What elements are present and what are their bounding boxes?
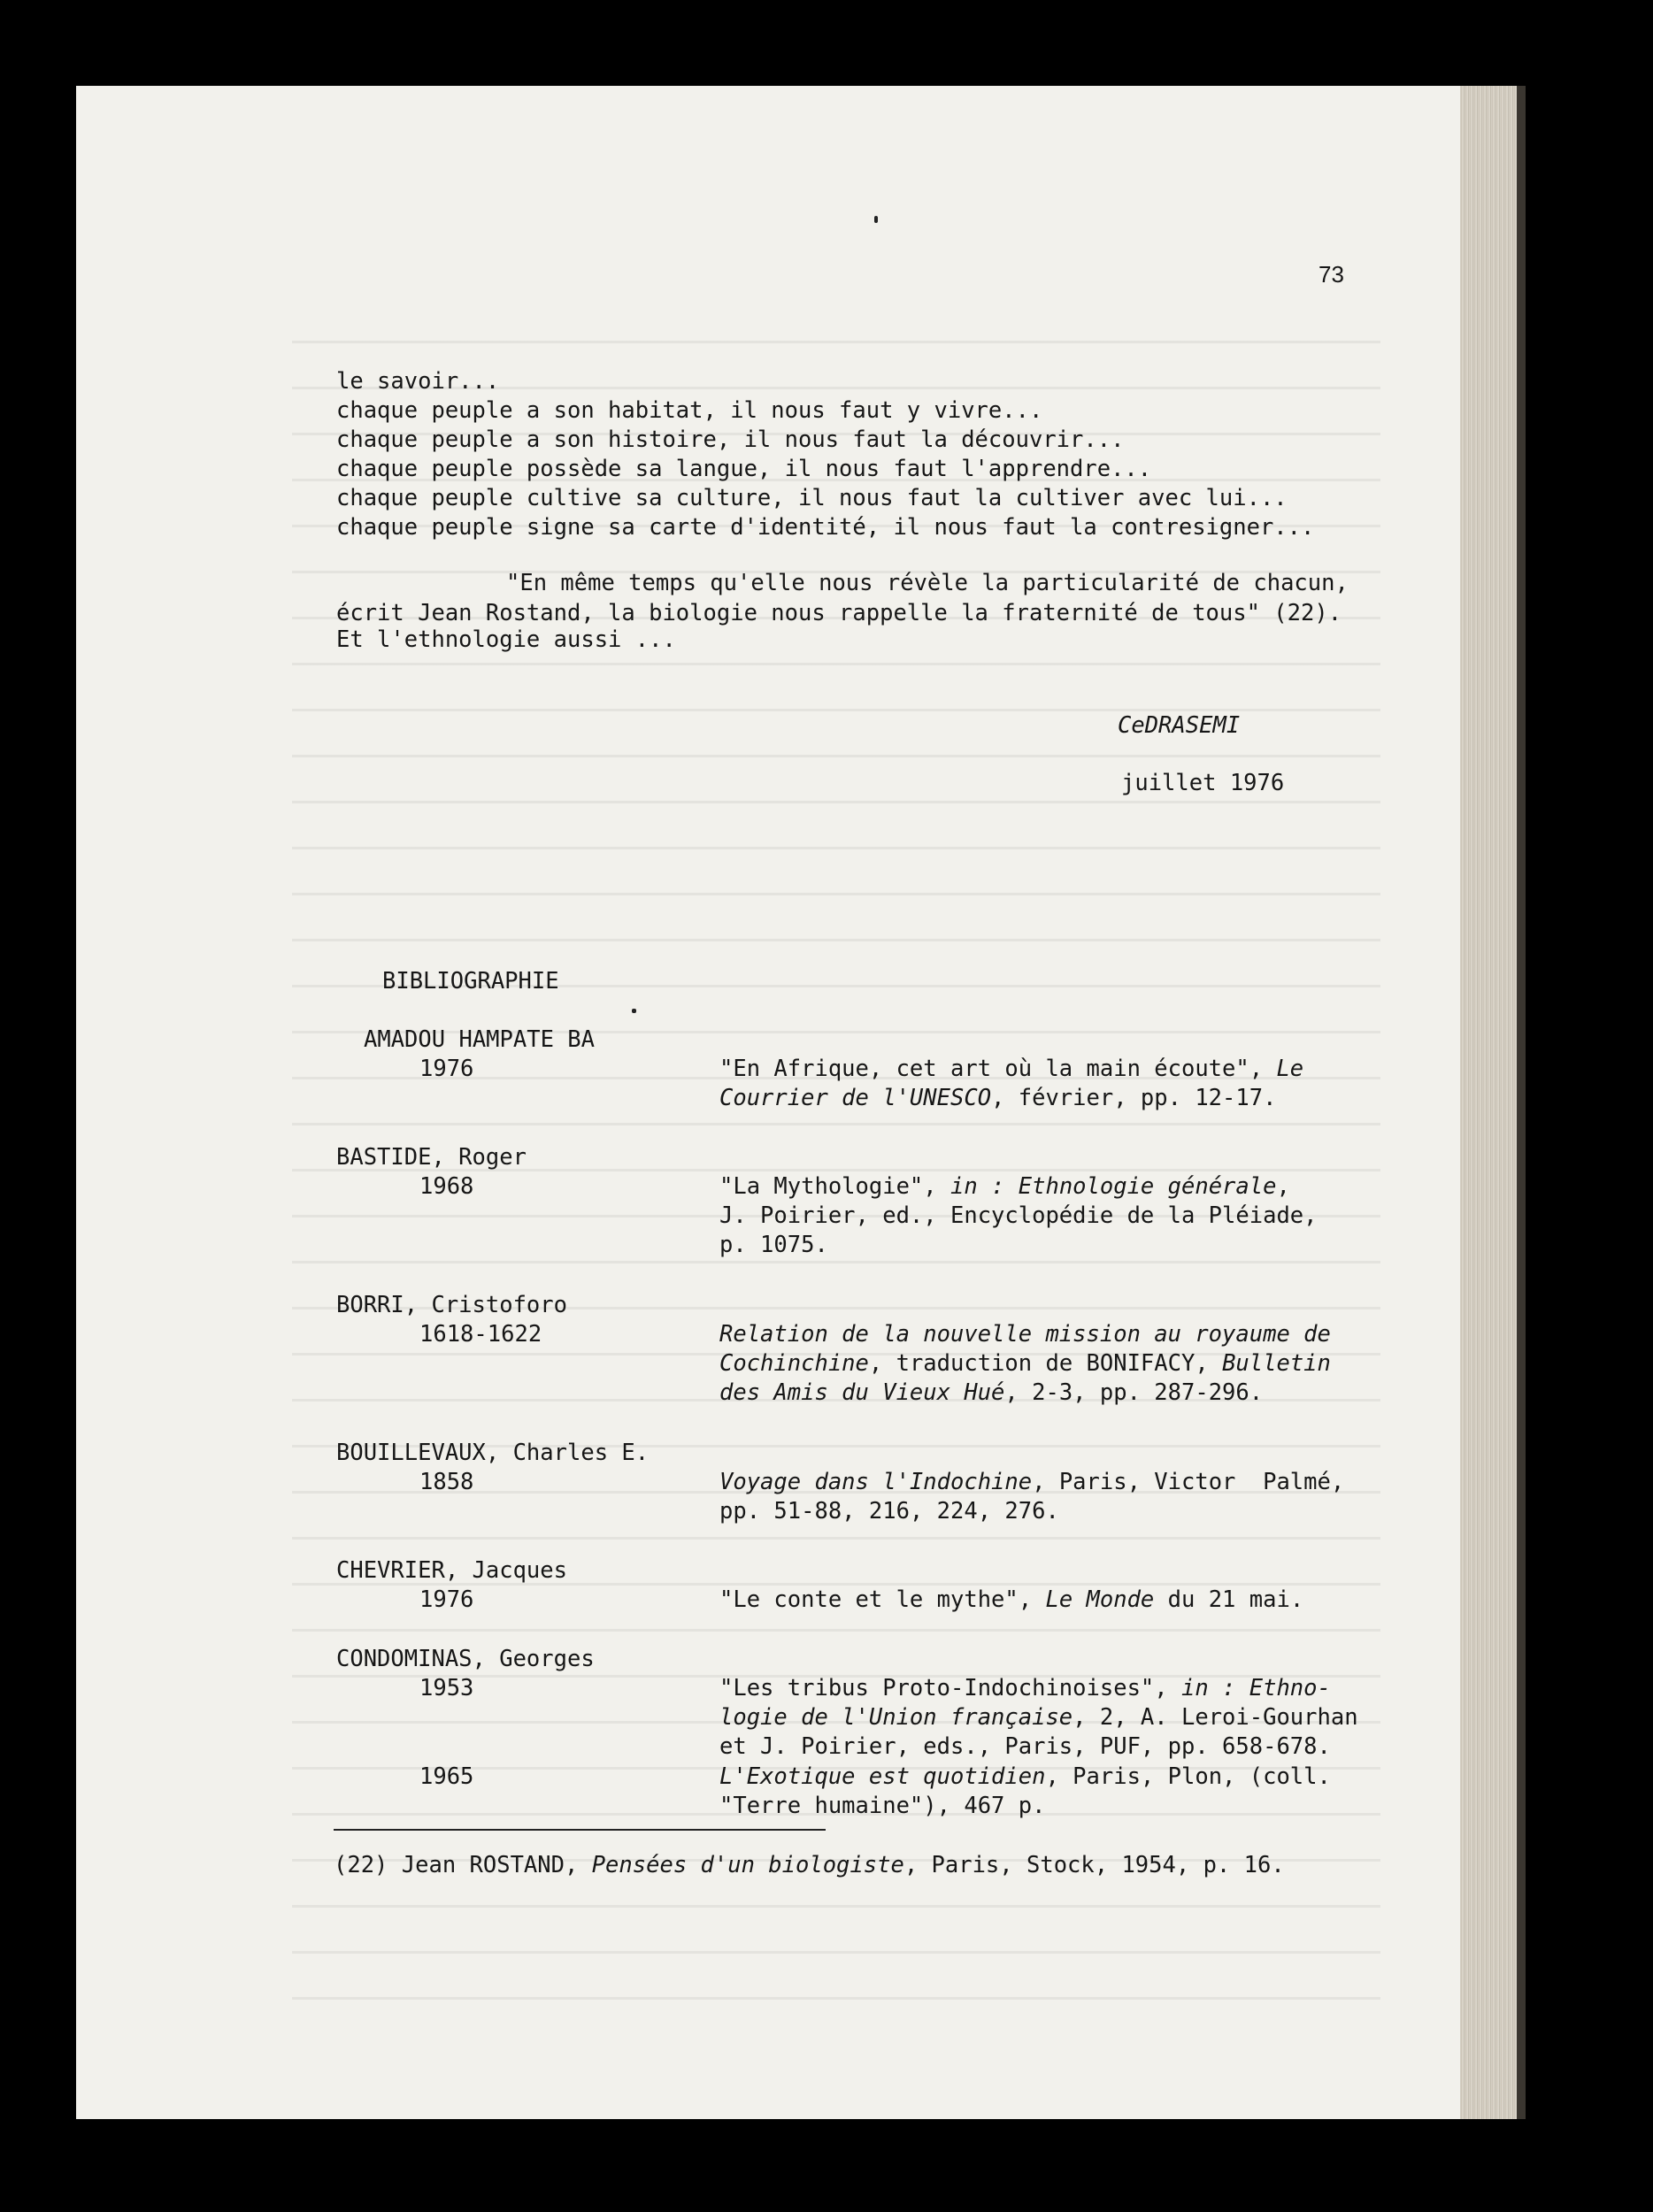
bib-line: Courrier de l'UNESCO, février, pp. 12-17. <box>719 1085 1277 1111</box>
bib-line: Relation de la nouvelle mission au royaume de <box>719 1321 1331 1348</box>
quote-line: chaque peuple a son habitat, il nous faut y vivre... <box>336 397 1043 424</box>
bib-line: "En Afrique, cet art où la main écoute", Le <box>719 1056 1304 1082</box>
footnote-rule <box>334 1829 826 1831</box>
bib-year: 1618-1622 <box>419 1321 542 1348</box>
bib-line: L'Exotique est quotidien, Paris, Plon, (coll. <box>719 1763 1331 1790</box>
bib-line: pp. 51-88, 216, 224, 276. <box>719 1498 1059 1525</box>
quote-line: chaque peuple cultive sa culture, il nous faut la cultiver avec lui... <box>336 485 1288 511</box>
bib-year: 1976 <box>419 1586 474 1613</box>
page-number: 73 <box>1319 261 1344 288</box>
ink-speck <box>874 216 878 223</box>
quote-line: chaque peuple a son histoire, il nous faut la découvrir... <box>336 426 1125 453</box>
bib-line: "Le conte et le mythe", Le Monde du 21 mai. <box>719 1586 1304 1613</box>
page-edge <box>1460 86 1520 2119</box>
bib-line: "Les tribus Proto-Indochinoises", in : Ethno- <box>719 1675 1331 1701</box>
bib-year: 1968 <box>419 1173 474 1200</box>
paragraph-line: écrit Jean Rostand, la biologie nous rappelle la fraternité de tous" (22). <box>336 600 1342 626</box>
bib-author: BASTIDE, Roger <box>336 1144 527 1171</box>
page-edge-shadow <box>1517 86 1526 2119</box>
bib-line: Cochinchine, traduction de BONIFACY, Bulletin <box>719 1350 1331 1377</box>
signature-org: CeDRASEMI <box>1118 712 1241 739</box>
bib-author: AMADOU HAMPATE BA <box>364 1026 595 1053</box>
bib-author: CONDOMINAS, Georges <box>336 1646 595 1672</box>
bib-line: J. Poirier, ed., Encyclopédie de la Pléiade, <box>719 1202 1318 1229</box>
bib-line: et J. Poirier, eds., Paris, PUF, pp. 658-678. <box>719 1733 1331 1760</box>
bib-line: "La Mythologie", in : Ethnologie générale, <box>719 1173 1290 1200</box>
bib-line: Voyage dans l'Indochine, Paris, Victor Palmé, <box>719 1469 1345 1495</box>
footnote: (22) Jean ROSTAND, Pensées d'un biologiste, Paris, Stock, 1954, p. 16. <box>334 1852 1285 1878</box>
quote-line: chaque peuple possède sa langue, il nous faut l'apprendre... <box>336 456 1152 482</box>
bib-author: BOUILLEVAUX, Charles E. <box>336 1440 650 1466</box>
quote-line: le savoir... <box>336 368 500 395</box>
bib-year: 1858 <box>419 1469 474 1495</box>
bib-year: 1953 <box>419 1675 474 1701</box>
paragraph-line: Et l'ethnologie aussi ... <box>336 626 676 653</box>
bib-line: p. 1075. <box>719 1232 828 1258</box>
ink-speck <box>632 1009 636 1013</box>
bib-line: "Terre humaine"), 467 p. <box>719 1793 1046 1819</box>
bib-line: logie de l'Union française, 2, A. Leroi-Gourhan <box>719 1704 1358 1731</box>
quote-line: chaque peuple signe sa carte d'identité, il nous faut la contresigner... <box>336 514 1315 541</box>
signature-date: juillet 1976 <box>1121 770 1285 796</box>
bib-author: BORRI, Cristoforo <box>336 1292 567 1318</box>
paragraph-line: "En même temps qu'elle nous révèle la particularité de chacun, <box>506 570 1349 596</box>
bib-year: 1965 <box>419 1763 474 1790</box>
bibliography-heading: BIBLIOGRAPHIE <box>382 968 559 995</box>
bib-author: CHEVRIER, Jacques <box>336 1557 567 1584</box>
bib-line: des Amis du Vieux Hué, 2-3, pp. 287-296. <box>719 1379 1264 1406</box>
bib-year: 1976 <box>419 1056 474 1082</box>
